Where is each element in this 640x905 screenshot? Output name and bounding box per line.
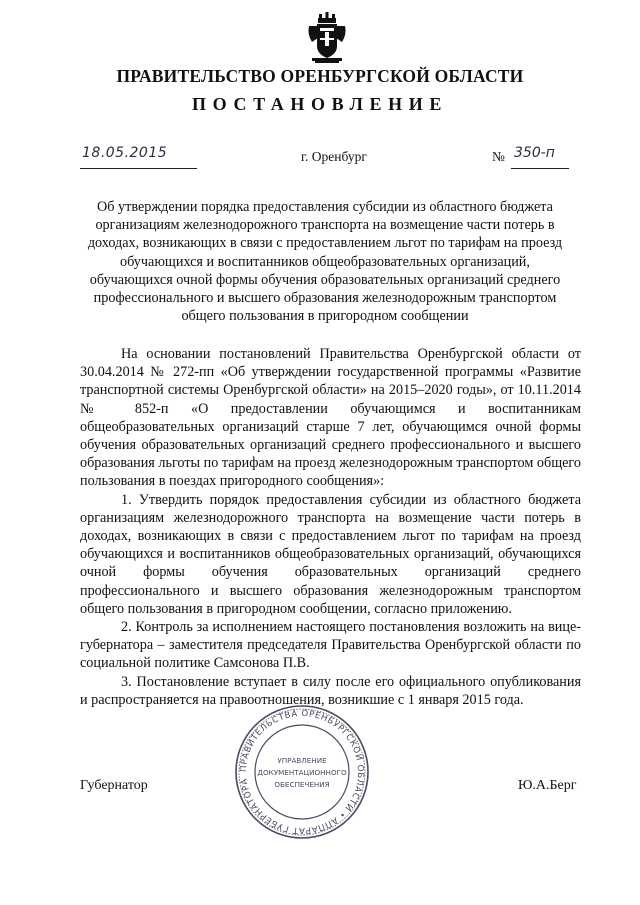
official-stamp [232,702,372,842]
number-field [511,145,569,169]
document-body [80,345,581,709]
clause-paragraph-2: 2. Контроль за исполнением настоящего постановления возложить на вице-губернатора – заместителя председателя Правительства Оренбургской области по социальной политике Самсонова П.В. [80,619,581,672]
preamble-paragraph: На основании постановлений Правительства Оренбургской области от 30.04.2014 № 272-пп «Об утверждении государственной программы «Развитие транспортной системы Оренбургской области» на 2015–2020 годы», от 10.11.2014 № 852-п «О предоставлении обучающимся и воспитанникам общеобразовательных организаций старше 7 лет, обучающимся очной формы обучения образовательных организаций среднего профессионального и высшего образования льготы по тарифам на проезд железнодорожным транспортом общего пользования в поездах пригородного сообщения»: [80,346,581,490]
signatory-name: Ю.А.Берг [518,778,577,793]
city-label: г. Оренбург [301,149,367,164]
stamp-center-line-1: УПРАВЛЕНИЕ [277,756,327,765]
clause-paragraph-3: 3. Постановление вступает в силу после его официального опубликования и распространяется на правоотношения, возникшие с 1 января 2015 года. [80,673,581,708]
stamp-center-line-2: ДОКУМЕНТАЦИОННОГО [257,768,347,777]
handwritten-number: 350-п [514,145,555,161]
number-sign: № [492,149,505,164]
clause-paragraph-1: 1. Утвердить порядок предоставления субсидии из областного бюджета организациям железнодорожного транспорта на возмещение части потерь в доходах, возникающих в связи с предоставлением льгот по тарифам на проезд обучающихся и воспитанников общеобразовательных организаций, обучающихся очной формы обучения образовательных организаций среднего профессионального и высшего образования железнодорожным транспортом общего пользования в пригородном сообщении, согласно приложению. [80,491,581,617]
signatory-title: Губернатор [80,778,148,793]
coat-of-arms-emblem [306,12,348,64]
date-field [80,145,197,169]
document-meta-row [0,145,640,172]
organization-title: ПРАВИТЕЛЬСТВО ОРЕНБУРГСКОЙ ОБЛАСТИ [116,66,524,86]
handwritten-date: 18.05.2015 [82,145,168,161]
stamp-center-line-3: ОБЕСПЕЧЕНИЯ [274,780,330,789]
document-type-heading: ПОСТАНОВЛЕНИЕ [192,94,448,114]
stamp-ring-text: ПРАВИТЕЛЬСТВА ОРЕНБУРГСКОЙ ОБЛАСТИ • АППАРАТ ГУБЕРНАТОРА [238,708,366,836]
document-subject: Об утверждении порядка предоставления субсидии из областного бюджета организациям железнодорожного транспорта на возмещение части потерь в доходах, возникающих в связи с предоставлением льгот по тарифам на проезд обучающихся и воспитанников общеобразовательных организаций, обучающихся очной формы обучения образовательных организаций среднего профессионального и высшего образования железнодорожным транспортом общего пользования в пригородном сообщении [87,199,563,325]
